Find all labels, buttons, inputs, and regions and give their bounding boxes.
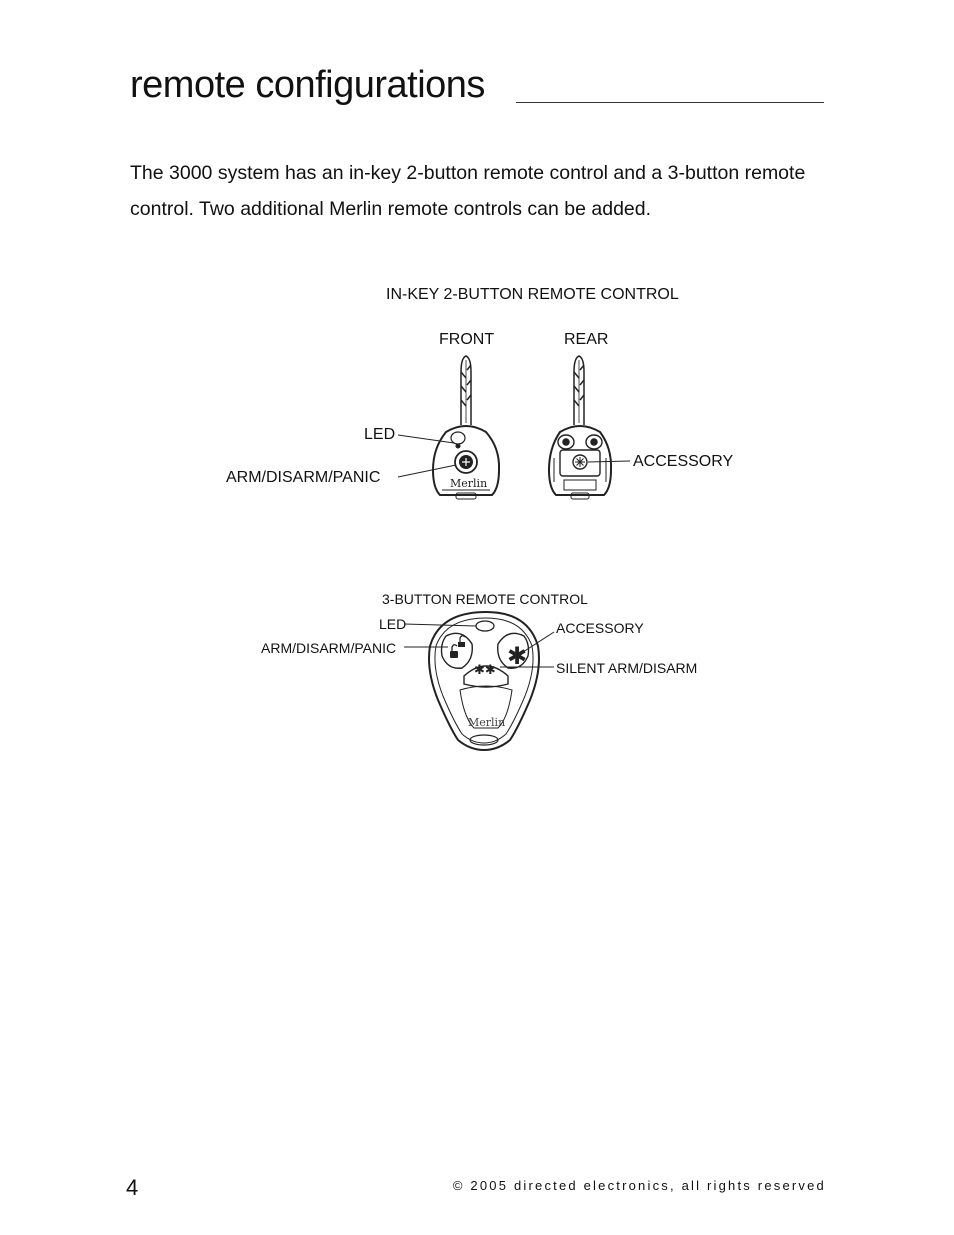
svg-text:✱: ✱ [507,642,528,670]
three-button-arm-label: ARM/DISARM/PANIC [261,640,397,656]
page-title: remote configurations [130,64,485,106]
three-button-silent-label: SILENT ARM/DISARM [556,660,698,676]
inkey-figure-heading: IN-KEY 2-BUTTON REMOTE CONTROL [386,286,679,303]
three-button-figure-heading: 3-BUTTON REMOTE CONTROL [382,591,588,607]
rear-key-illustration [549,356,611,499]
inkey-led-label: LED [364,426,396,443]
three-button-accessory-label: ACCESSORY [556,620,644,636]
inkey-arm-label: ARM/DISARM/PANIC [226,469,381,486]
svg-text:✱✱: ✱✱ [474,663,496,678]
rear-label: REAR [564,331,609,348]
front-key-logo: Merlin [450,477,488,490]
intro-paragraph: The 3000 system has an in-key 2-button remote control and a 3-button remote control. Two additional Merlin remote controls can be added. [130,162,806,220]
inkey-accessory-label: ACCESSORY [633,453,734,470]
copyright-footer: © 2005 directed electronics, all rights reserved [452,1178,826,1193]
three-button-led-label: LED [379,616,407,632]
page-number: 4 [126,1175,139,1200]
front-label: FRONT [439,331,495,348]
three-button-remote-illustration [429,612,539,750]
three-button-logo: Merlin [468,716,506,729]
